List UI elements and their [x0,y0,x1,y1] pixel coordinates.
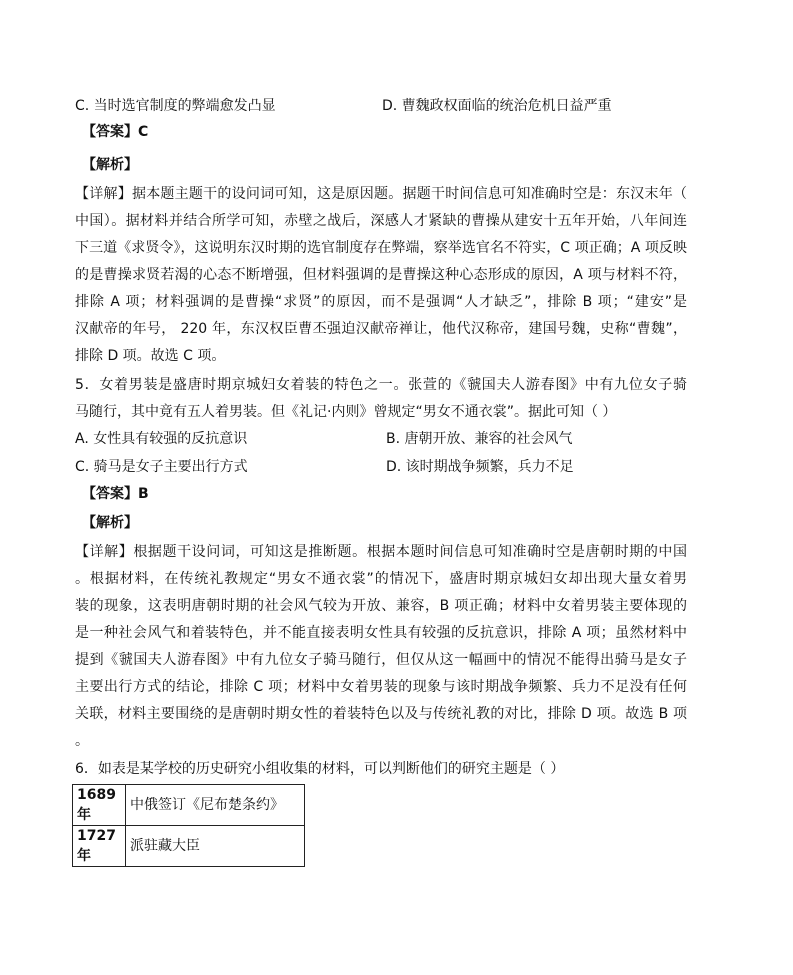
q6-stem: 6．如表是某学校的历史研究小组收集的材料，可以判断他们的研究主题是（ ） [75,761,565,777]
table-cell-year: 1727 年 [73,826,126,867]
q5-detail-line: 是一种社会风气和着装特色，并不能直接表明女性具有较强的反抗意识，排除 A 项；虽然材料中 [75,625,687,641]
q5-detail-line: 。 [75,733,89,749]
q4-detail-line: 汉献帝的年号， 220 年，东汉权臣曹丕强迫汉献帝禅让，他代汉称帝，建国号魏，史称“曹魏”， [75,321,687,337]
q4-analysis-label: 【解析】 [82,157,138,173]
table-row [73,785,305,826]
q4-detail-line: 的是曹操求贤若渴的心态不断增强，但材料强调的是曹操这种心态形成的原因，A 项与材料不符， [75,267,687,283]
q5-detail-line: 主要出行方式的结论，排除 C 项；材料中女着男装的现象与该时期战争频繁、兵力不足没有任何 [75,679,687,695]
q5-detail-line: 提到《虢国夫人游春图》中有九位女子骑马随行，但仅从这一幅画中的情况不能得出骑马是女子 [75,652,687,668]
q5-option-a: A. 女性具有较强的反抗意识 [75,431,248,447]
q5-detail-line: 【详解】根据题干设问词，可知这是推断题。根据本题时间信息可知准确时空是唐朝时期的中国 [75,544,687,560]
q5-stem-line: 马随行，其中竟有五人着男装。但《礼记·内则》曾规定“男女不通衣裳”。据此可知（ ） [75,404,617,420]
q5-analysis-label: 【解析】 [82,515,138,531]
q4-detail-line: 排除 D 项。故选 C 项。 [75,348,226,364]
q5-option-b: B. 唐朝开放、兼容的社会风气 [386,431,573,447]
q5-detail-line: 。根据材料，在传统礼教规定“男女不通衣裳”的情况下，盛唐时期京城妇女却出现大量女着男 [75,571,687,587]
table-cell-year: 1689 年 [73,785,126,826]
q6-material-table [72,784,305,867]
q5-option-d: D. 该时期战争频繁，兵力不足 [386,459,574,475]
q5-stem-line: 5．女着男装是盛唐时期京城妇女着装的特色之一。张萱的《虢国夫人游春图》中有九位女子骑 [75,377,687,393]
q4-detail-line: 下三道《求贤令》，这说明东汉时期的选官制度存在弊端，察举选官名不符实，C 项正确；A 项反映 [75,240,687,256]
q4-detail-line: 中国）。据材料并结合所学可知，赤壁之战后，深感人才紧缺的曹操从建安十五年开始，八年间连 [75,213,687,229]
q5-option-c: C. 骑马是女子主要出行方式 [75,459,248,475]
q5-detail-line: 装的现象，这表明唐朝时期的社会风气较为开放、兼容，B 项正确；材料中女着男装主要体现的 [75,598,687,614]
q5-answer: 【答案】B [82,486,149,502]
q4-option-d: D. 曹魏政权面临的统治危机日益严重 [382,98,612,114]
q4-detail-line: 排除 A 项；材料强调的是曹操“求贤”的原因，而不是强调“人才缺乏”，排除 B 项；“建安”是 [75,294,687,310]
table-cell-event: 派驻藏大臣 [126,826,305,867]
q5-detail-line: 关联，材料主要围绕的是唐朝时期女性的着装特色以及与传统礼教的对比，排除 D 项。故选 B 项 [75,706,687,722]
q4-detail-line: 【详解】据本题主题干的设问词可知，这是原因题。据题干时间信息可知准确时空是：东汉末年（ [75,186,687,202]
table-row [73,826,305,867]
q4-option-c: C. 当时选官制度的弊端愈发凸显 [75,98,276,114]
table-cell-event: 中俄签订《尼布楚条约》 [126,785,305,826]
q4-answer: 【答案】C [82,124,149,140]
